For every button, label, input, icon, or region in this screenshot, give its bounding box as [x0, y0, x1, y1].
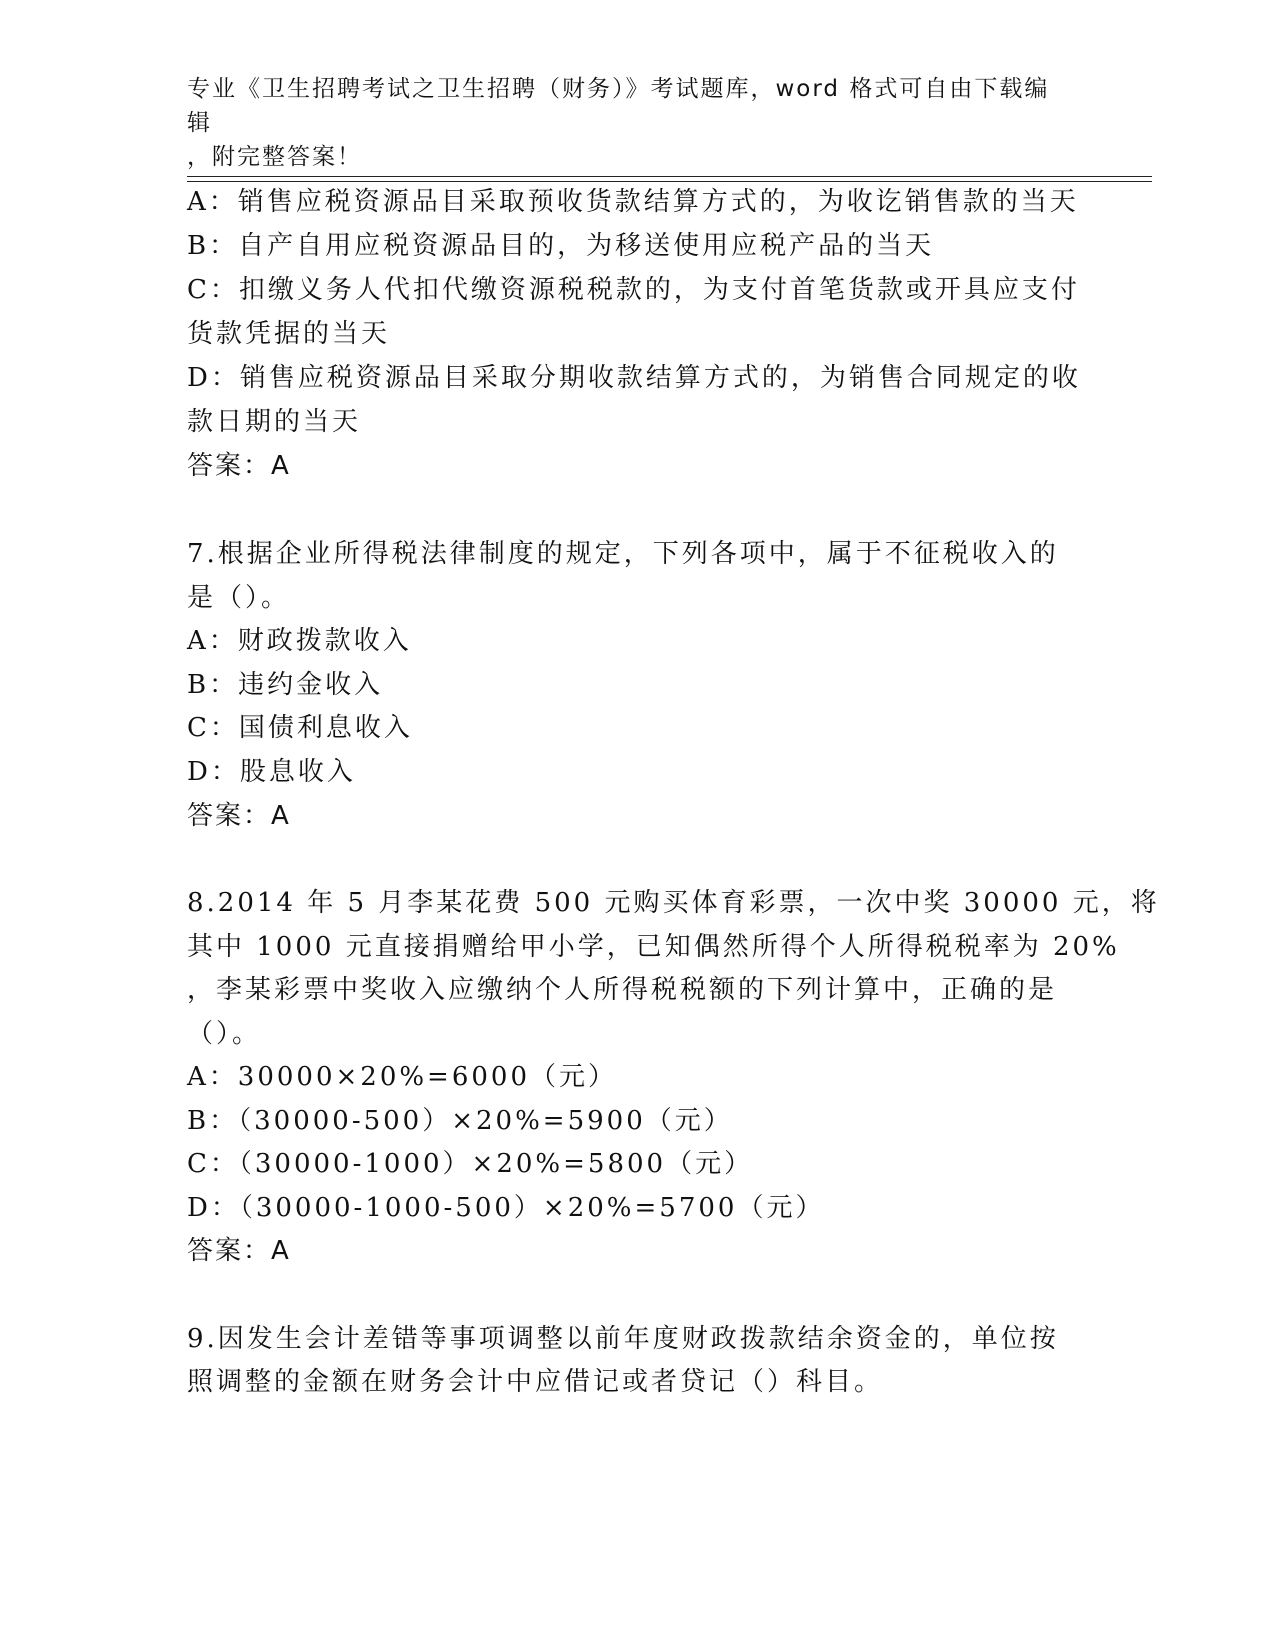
q9-stem-line-1: 9.因发生会计差错等事项调整以前年度财政拨款结余资金的，单位按 [187, 1324, 1059, 1354]
header-line-1: 专业《卫生招聘考试之卫生招聘（财务）》考试题库，word 格式可自由下载编辑 [187, 76, 1050, 136]
q6-option-d-line-2: 款日期的当天 [187, 407, 362, 437]
q8-option-d: D：（30000-1000-500）×20%=5700（元） [187, 1193, 825, 1223]
q7-option-a: A：财政拨款收入 [187, 626, 412, 656]
header-line-2: ，附完整答案！ [187, 144, 362, 170]
q8-option-a: A：30000×20%=6000（元） [187, 1062, 618, 1092]
header-rule-bottom [187, 181, 1152, 182]
q8-option-b: B：（30000-500）×20%=5900（元） [187, 1106, 733, 1136]
q7-stem-line-2: 是（）。 [187, 583, 291, 613]
q8-stem-line-1: 8.2014 年 5 月李某花费 500 元购买体育彩票，一次中奖 30000 元，将 [187, 888, 1160, 918]
header-rule-top [187, 176, 1152, 177]
q6-option-c-line-1: C：扣缴义务人代扣代缴资源税税款的，为支付首笔货款或开具应支付 [187, 275, 1080, 305]
q8-stem-line-2: 其中 1000 元直接捐赠给甲小学，已知偶然所得个人所得税税率为 20% [187, 932, 1120, 962]
q7-option-b: B：违约金收入 [187, 670, 384, 700]
q9-stem-line-2: 照调整的金额在财务会计中应借记或者贷记（）科目。 [187, 1367, 884, 1397]
q6-option-c-line-2: 货款凭据的当天 [187, 319, 391, 349]
q8-stem-line-3: ，李某彩票中奖收入应缴纳个人所得税税额的下列计算中，正确的是 [187, 975, 1058, 1005]
q8-option-c: C：（30000-1000）×20%=5800（元） [187, 1149, 754, 1179]
q7-answer: 答案：A [187, 801, 291, 831]
q8-stem-line-4: （）。 [187, 1019, 262, 1049]
q6-option-b: B：自产自用应税资源品目的，为移送使用应税产品的当天 [187, 231, 935, 261]
q7-option-d: D：股息收入 [187, 757, 356, 787]
q6-option-d-line-1: D：销售应税资源品目采取分期收款结算方式的，为销售合同规定的收 [187, 363, 1081, 393]
q7-option-c: C：国债利息收入 [187, 713, 413, 743]
q6-option-a: A：销售应税资源品目采取预收货款结算方式的，为收讫销售款的当天 [187, 187, 1079, 217]
q7-stem-line-1: 7.根据企业所得税法律制度的规定，下列各项中，属于不征税收入的 [187, 539, 1059, 569]
q8-answer: 答案：A [187, 1236, 291, 1266]
q6-answer: 答案：A [187, 451, 291, 481]
page-header [187, 72, 1067, 174]
